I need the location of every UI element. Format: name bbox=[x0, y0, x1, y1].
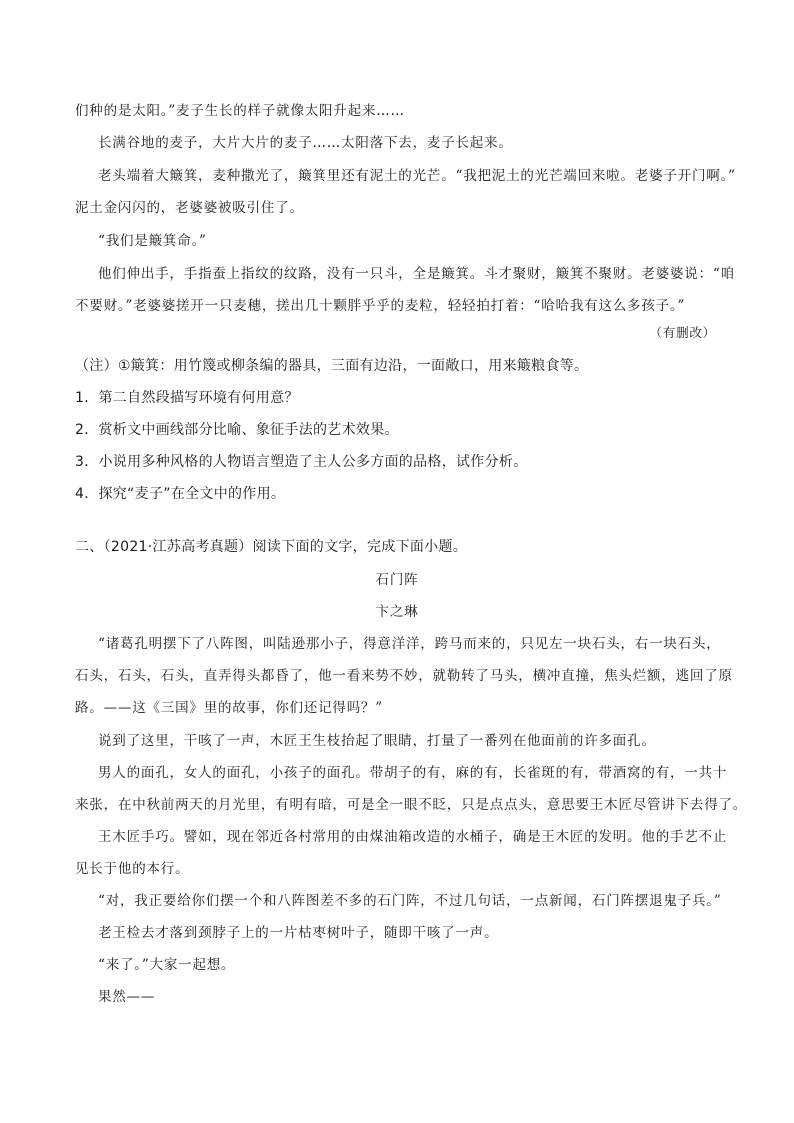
paragraph-line: 见长于他的本行。 bbox=[75, 861, 190, 877]
question-item: 1．第二自然段描写环境有何用意？ bbox=[75, 390, 299, 406]
paragraph-line: 长满谷地的麦子，大片大片的麦子……太阳落下去，麦子长起来。 bbox=[98, 135, 513, 151]
paragraph-line: “来了。”大家一起想。 bbox=[98, 957, 236, 973]
paragraph-line: 说到了这里，干咳了一声，木匠王生枝抬起了眼睛，打量了一番列在他面前的许多面孔。 bbox=[98, 733, 656, 749]
question-item: 2．赏析文中画线部分比喻、象征手法的艺术效果。 bbox=[75, 422, 399, 438]
paragraph-line: 老头端着大簸箕，麦种撒光了，簸箕里还有泥土的光芒。“我把泥土的光芒端回来啦。老婆子开门啊。” bbox=[98, 168, 736, 184]
paragraph-line: 果然—— bbox=[98, 989, 156, 1005]
question-item: 3．小说用多种风格的人物语言塑造了主人公多方面的品格，试作分析。 bbox=[75, 454, 528, 470]
paragraph-line: 泥土金闪闪的，老婆婆被吸引住了。 bbox=[75, 200, 304, 216]
paragraph-line: 路。——这《三国》里的故事，你们还记得吗？” bbox=[75, 700, 384, 716]
article-title: 石门阵 bbox=[375, 572, 419, 588]
paragraph-line: 们种的是太阳。”麦子生长的样子就像太阳升起来…… bbox=[75, 103, 405, 119]
paragraph-line: 他们伸出手，手指蚕上指纹的纹路，没有一只斗，全是簸箕。斗才聚财，簸箕不聚财。老婆婆说：“咱 bbox=[98, 266, 735, 282]
article-author: 卞之琳 bbox=[375, 604, 419, 620]
paragraph-line: “对，我正要给你们摆一个和八阵图差不多的石门阵，不过几句话，一点新闻，石门阵摆退鬼子兵。” bbox=[98, 893, 722, 909]
section-heading: 二、（2021·江苏高考真题）阅读下面的文字，完成下面小题。 bbox=[75, 539, 468, 555]
source-note: （有删改） bbox=[649, 325, 716, 340]
paragraph-line: 石头，石头，石头，直弄得头都昏了，他一看来势不妙，就勒转了马头，横冲直撞，焦头烂额，逃回了原 bbox=[75, 668, 733, 684]
paragraph-line: 男人的面孔，女人的面孔，小孩子的面孔。带胡子的有，麻的有，长雀斑的有，带酒窝的有，一共十 bbox=[98, 765, 728, 781]
paragraph-line: “诸葛孔明摆下了八阵图，叫陆逊那小子，得意洋洋，跨马而来的，只见左一块石头，右一块石头， bbox=[98, 636, 721, 652]
paragraph-line: 来张，在中秋前两天的月光里，有明有暗，可是全一眼不眨，只是点点头，意思要王木匠尽管讲下去得了。 bbox=[75, 797, 748, 813]
question-item: 4．探究“麦子”在全文中的作用。 bbox=[75, 486, 286, 502]
paragraph-line: 不要财。”老婆婆搓开一只麦穗，搓出几十颗胖乎乎的麦粒，轻轻拍打着：“哈哈我有这么多孩子。” bbox=[75, 298, 686, 314]
paragraph-line: “我们是簸箕命。” bbox=[98, 233, 207, 249]
footnote: （注）①簸箕：用竹篾或柳条编的器具，三面有边沿，一面敞口，用来簸粮食等。 bbox=[75, 358, 589, 374]
paragraph-line: 王木匠手巧。譬如，现在邻近各村常用的由煤油箱改造的水桶子，确是王木匠的发明。他的手艺不止 bbox=[98, 829, 728, 845]
paragraph-line: 老王检去才落到颈脖子上的一片枯枣树叶子，随即干咳了一声。 bbox=[98, 925, 499, 941]
